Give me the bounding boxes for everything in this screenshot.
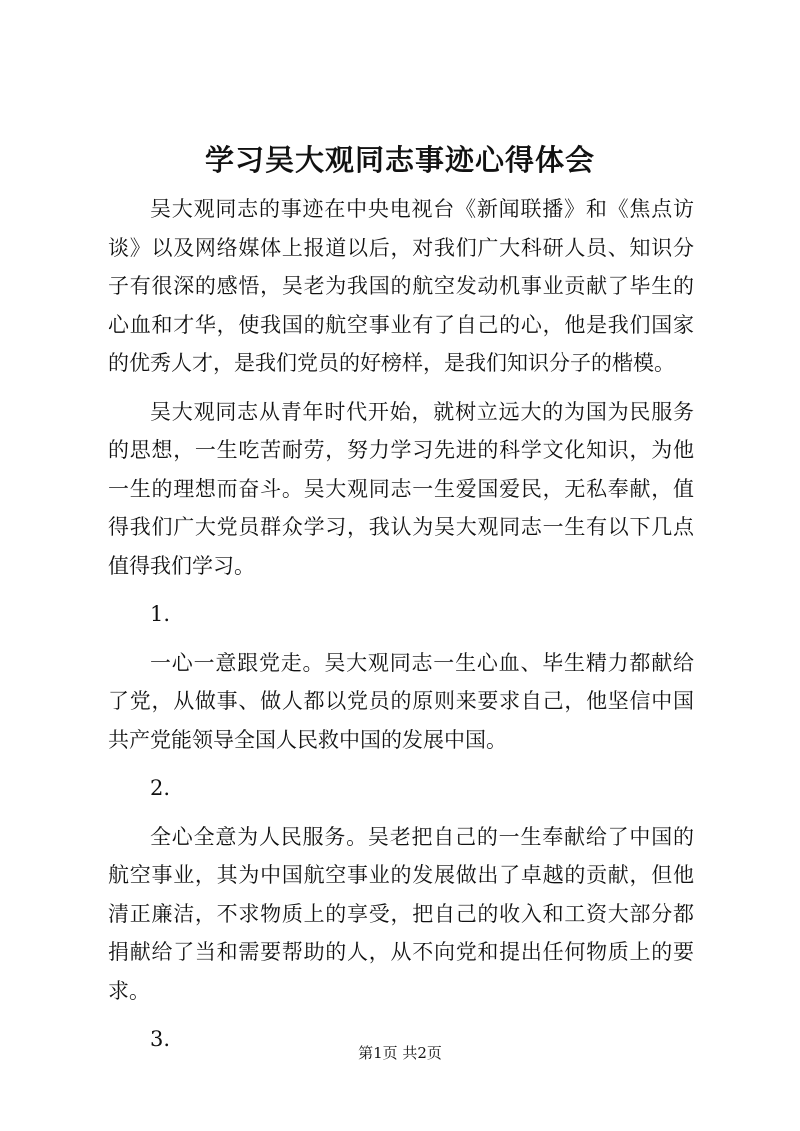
document-body [108, 190, 694, 1069]
page-footer: 第1页 共2页 [358, 1044, 442, 1062]
paragraph-background: 吴大观同志从青年时代开始，就树立远大的为国为民服务的思想，一生吃苦耐劳，努力学习先进的科学文化知识，为他一生的理想而奋斗。吴大观同志一生爱国爱民，无私奉献，值得我们广大党员群众学习，我认为吴大观同志一生有以下几点值得我们学习。 [108, 399, 694, 578]
list-number-1: 1. [150, 602, 171, 626]
paragraph-point-2: 全心全意为人民服务。吴老把自己的一生奉献给了中国的航空事业，其为中国航空事业的发展做出了卓越的贡献，但他清正廉洁，不求物质上的享受，把自己的收入和工资大部分都捐献给了当和需要帮助的人，从不向党和提出任何物质上的要求。 [108, 824, 694, 1003]
document-title: 学习吴大观同志事迹心得体会 [204, 143, 595, 177]
paragraph-intro: 吴大观同志的事迹在中央电视台《新闻联播》和《焦点访谈》以及网络媒体上报道以后，对我们广大科研人员、知识分子有很深的感悟，吴老为我国的航空发动机事业贡献了毕生的心血和才华，使我国的航空事业有了自己的心，他是我们国家的优秀人才，是我们党员的好榜样，是我们知识分子的楷模。 [108, 197, 694, 375]
paragraph-point-1: 一心一意跟党走。吴大观同志一生心血、毕生精力都献给了党，从做事、做人都以党员的原则来要求自己，他坚信中国共产党能领导全国人民救中国的发展中国。 [108, 650, 694, 752]
list-number-2: 2. [150, 776, 171, 800]
list-number-3: 3. [150, 1027, 171, 1051]
